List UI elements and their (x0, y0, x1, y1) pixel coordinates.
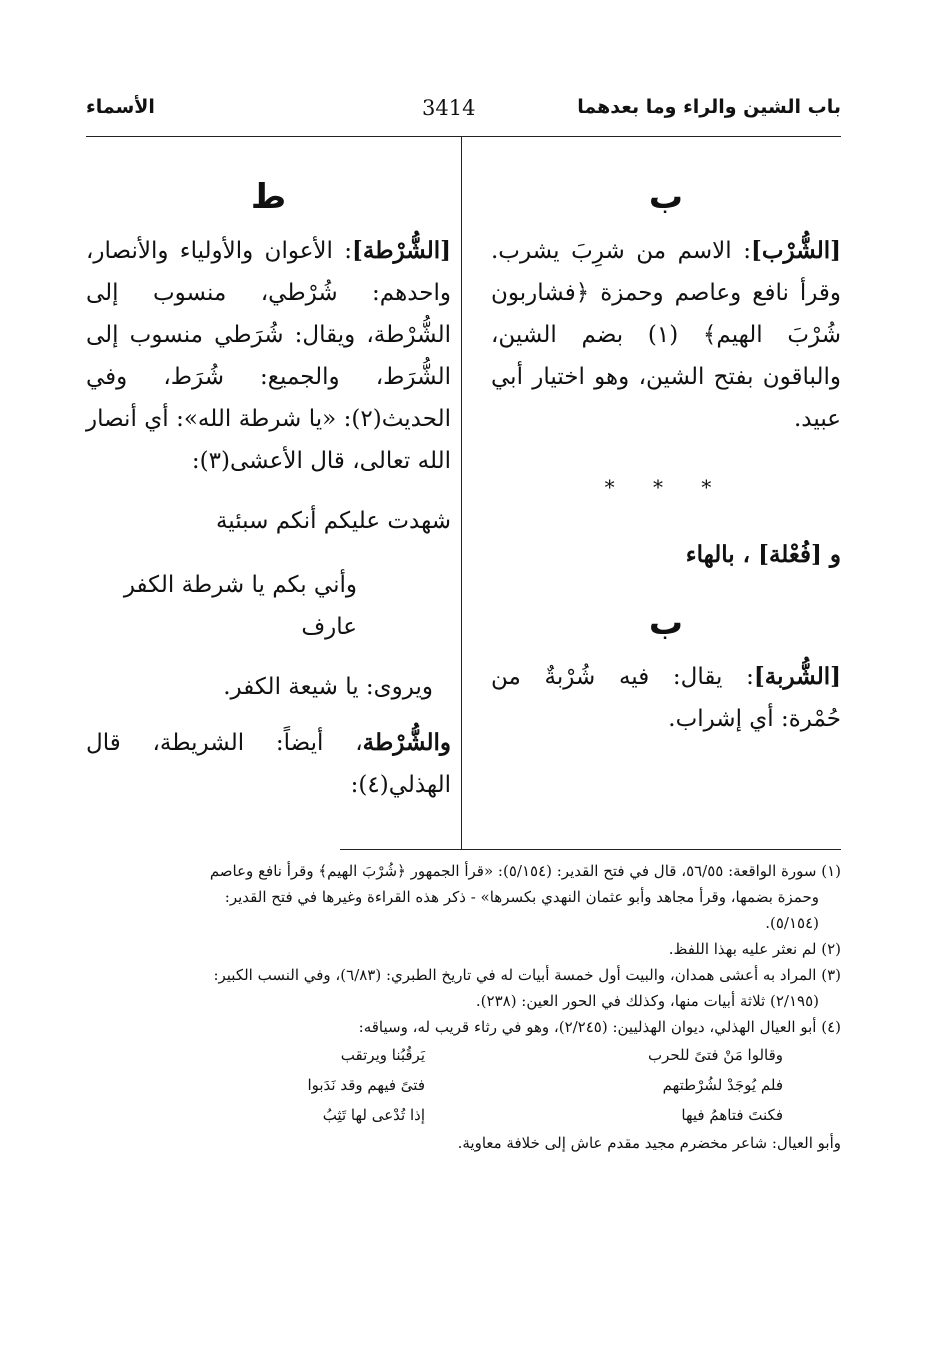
footnote-1-cont: وحمزة بضمها، وقرأ مجاهد وأبو عثمان النهدي بكسرها» - ذكر هذه القراءة وغيرها في فتح القدير: (224, 888, 819, 906)
poem-line (89, 1040, 819, 1070)
entry-shurb (491, 230, 841, 440)
verse-line-1: شهدت عليكم أنكم سبئية (215, 508, 451, 534)
footnote-2: (٢) لم نعثر عليه بهذا اللفظ. (668, 940, 841, 958)
poem-line (89, 1070, 819, 1100)
entry-headword: [الشُّرْب] (750, 237, 841, 264)
footnote-4: (٤) أبو العيال الهذلي، ديوان الهذليين: (٢/٢٤٥)، وهو في رثاء قريب له، وسياقه: (358, 1018, 841, 1036)
poem-hemistich-second: يَرقُبُنا ويرتقب (340, 1046, 425, 1064)
footnote-poem (89, 1040, 841, 1130)
right-column (491, 170, 841, 748)
section-separator: * * * (604, 475, 728, 499)
letter-heading-ba: ب (648, 177, 684, 217)
footnote-3-cont: (٢/١٩٥) ثلاثة أبيات منها، وكذلك في الحور العين: (٢٣٨). (475, 992, 819, 1010)
chapter-title: باب الشين والراء وما بعدهما (577, 96, 841, 118)
poem-hemistich-first: فلم يُوجَدْ لشُرْطتهم (662, 1076, 783, 1094)
footnotes (89, 858, 841, 1156)
poem-line (89, 1100, 819, 1130)
column-divider (461, 137, 462, 849)
letter-heading-ta: ط (250, 177, 287, 217)
footnote-rule (340, 849, 841, 850)
subheading: و [فُعْلة] ، بالهاء (685, 541, 841, 568)
page-number: 3414 (422, 96, 476, 120)
entry-headword: [الشُّربة] (753, 663, 841, 690)
poem-hemistich-second: إذا تُدْعى لها تَثِبُ (322, 1106, 425, 1124)
footnote-1-cont-2: (٥/١٥٤). (765, 914, 819, 932)
variant-reading: ويروى: يا شيعة الكفر. (223, 674, 433, 700)
poem-hemistich-second: فتىً فيهم وقد نَدَبوا (307, 1076, 425, 1094)
entry-body: ، أيضاً: الشريطة، قال الهذلي(٤): (86, 730, 451, 798)
entry-shurta (86, 230, 451, 482)
poem-hemistich-first: فكنتَ فتاهمُ فيها (681, 1106, 783, 1124)
page-header (86, 96, 841, 136)
footnote-3: (٣) المراد به أعشى همدان، والبيت أول خمسة أبيات له في تاريخ الطبري: (٦/٨٣)، وفي النسب الكبير: (213, 966, 841, 984)
letter-heading-ba-2: ب (648, 603, 684, 643)
header-rule (86, 136, 841, 137)
footnote-1: (١) سورة الواقعة: ٥٦/٥٥، قال في فتح القدير: (٥/١٥٤): «قرأ الجمهور ﴿شُرْبَ الهيم﴾ وقرأ نافع وعاصم (209, 862, 841, 880)
entry-headword: والشُّرْطة (362, 729, 451, 756)
left-column (86, 170, 451, 814)
verse-line-2: وأني بكم يا شرطة الكفر عارف (123, 572, 357, 640)
entry-body: : الاسم من شرِبَ يشرب. وقرأ نافع وعاصم وحمزة ﴿فشاربون شُرْبَ الهيم﴾ (١) بضم الشين، والباقون بفتح الشين، وهو اختيار أبي عبيد. (491, 238, 841, 432)
entry-shurta-2 (86, 722, 451, 806)
section-title: الأسماء (86, 96, 155, 118)
entry-body: : يقال: فيه شُرْبةٌ من حُمْرة: أي إشراب. (491, 664, 841, 732)
footnote-4-end: وأبو العيال: شاعر مخضرم مجيد مقدم عاش إلى خلافة معاوية. (457, 1134, 841, 1152)
entry-shurba (491, 656, 841, 740)
entry-body: : الأعوان والأولياء والأنصار، واحدهم: شُرْطي، منسوب إلى الشُّرْطة، ويقال: شُرَطي منسوب إلى الشُّرَط، والجميع: شُرَط، وفي الحديث(٢): «يا شرطة الله»: أي أنصار الله تعالى، قال الأعشى(٣): (86, 238, 451, 474)
entry-headword: [الشُّرْطة] (351, 237, 451, 264)
poem-hemistich-first: وقالوا مَنْ فتىً للحرب (647, 1046, 783, 1064)
